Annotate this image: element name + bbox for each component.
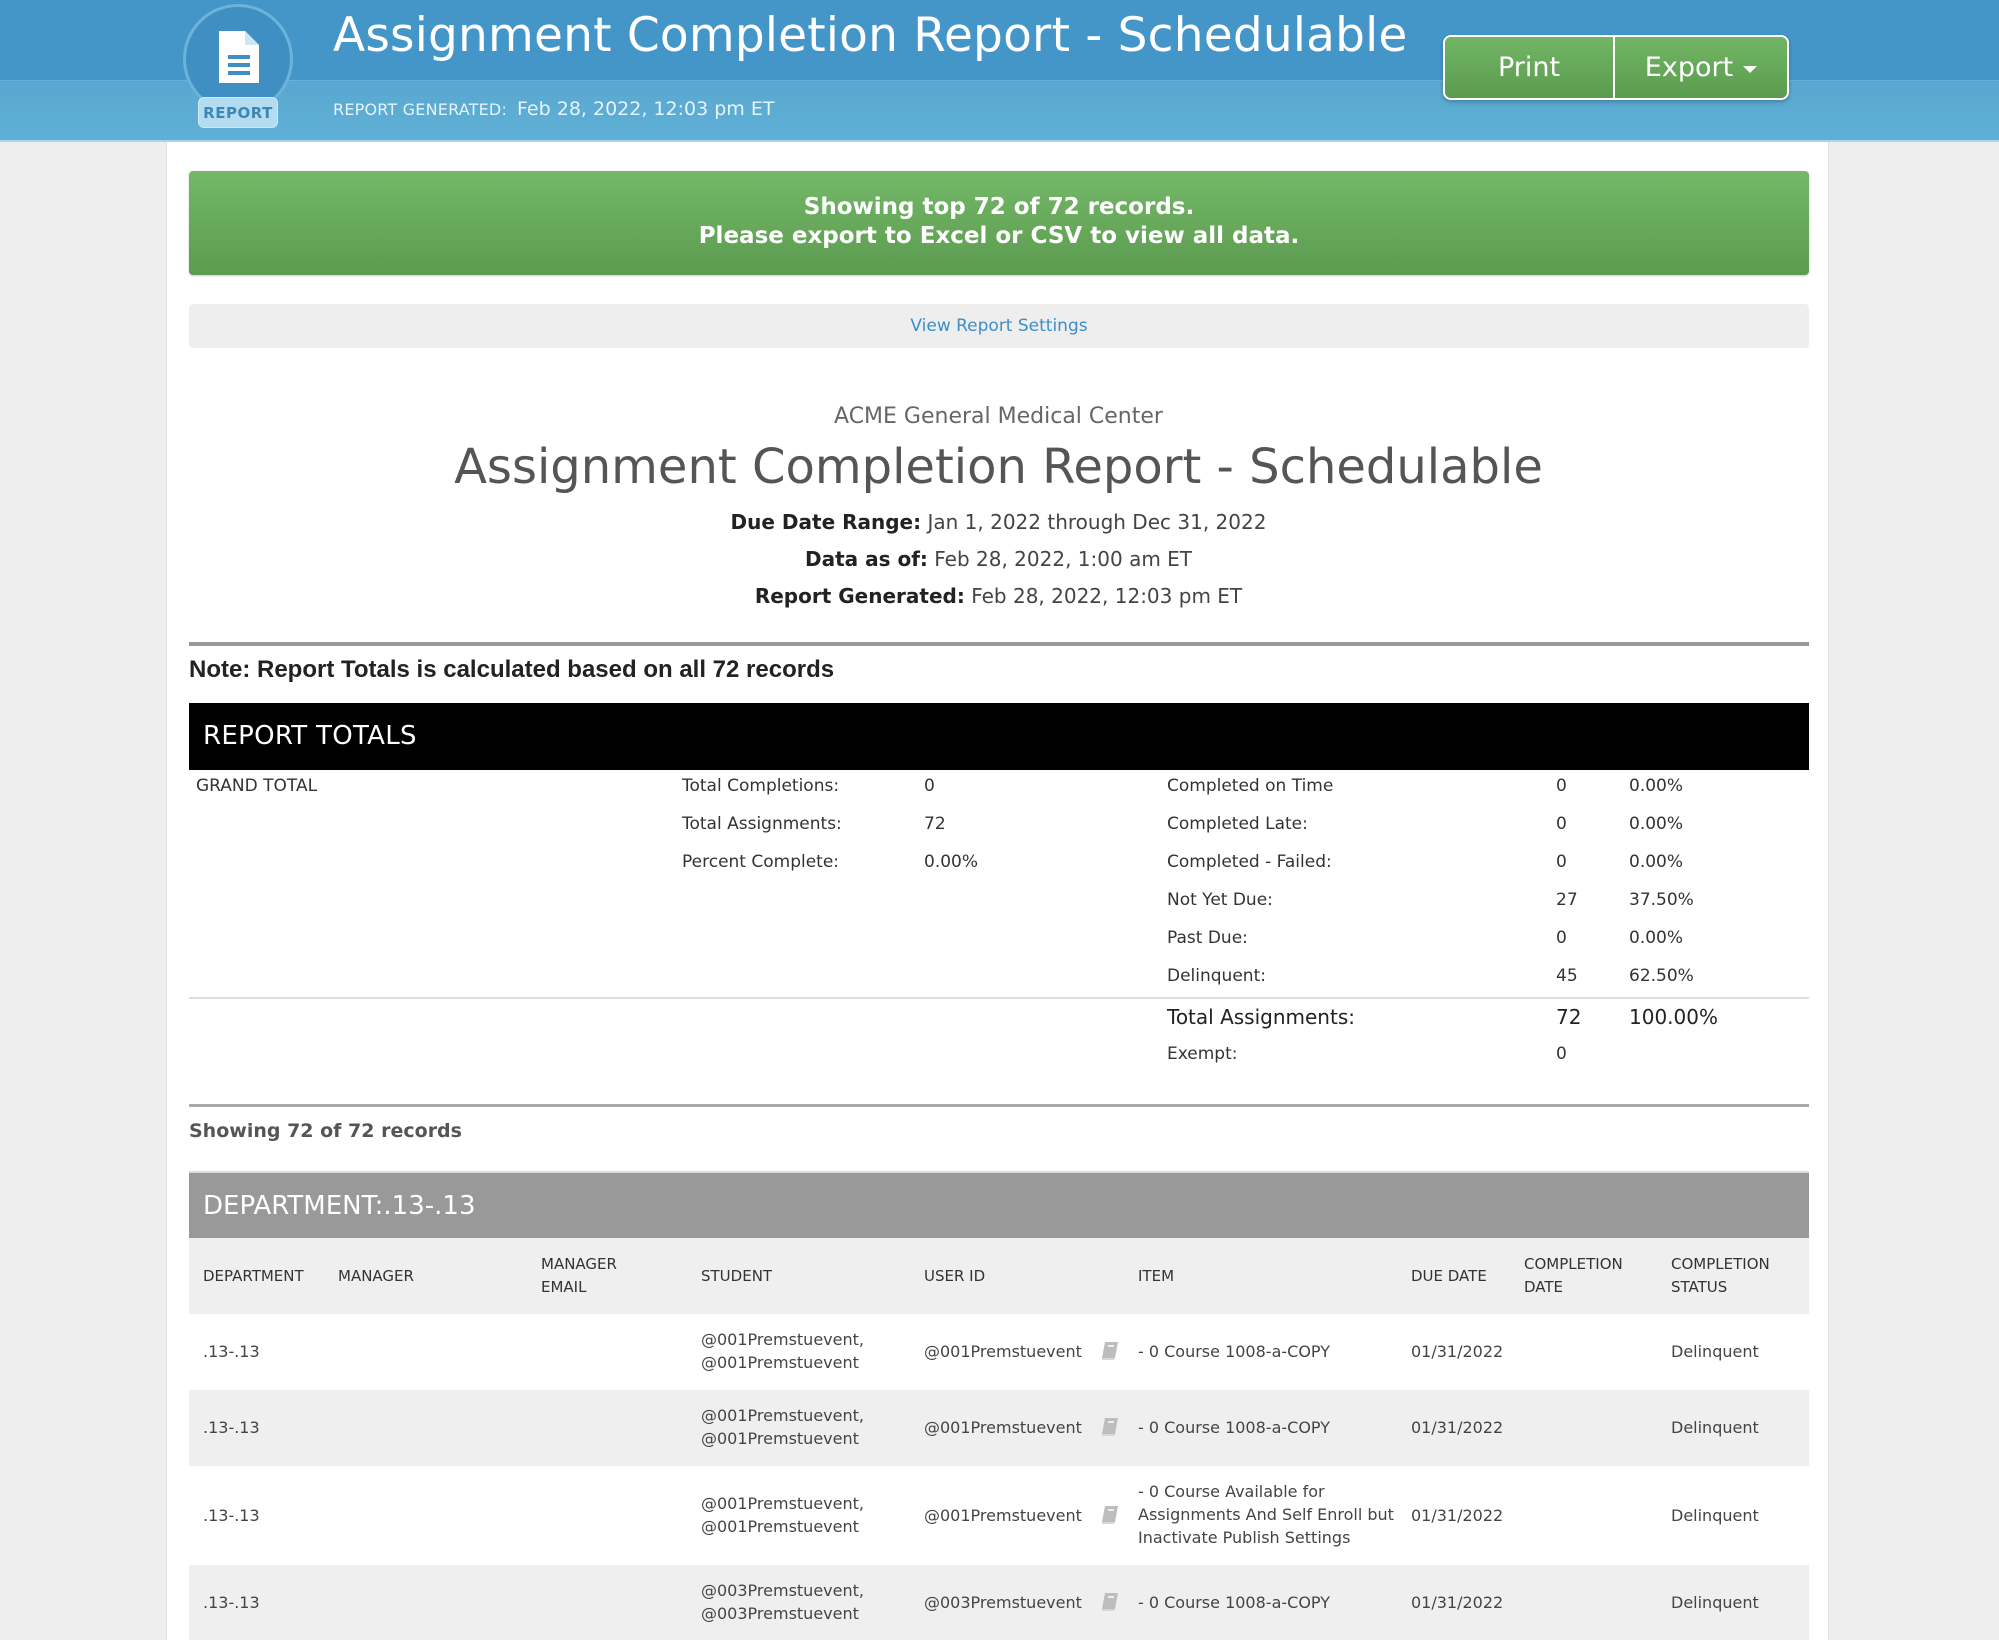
- summary-value: 72: [924, 814, 946, 834]
- cell-department: .13-.13: [203, 1418, 260, 1437]
- cell-status: Delinquent: [1671, 1593, 1759, 1612]
- breakdown-pct: 37.50%: [1629, 890, 1694, 910]
- cell-due-date: 01/31/2022: [1411, 1418, 1504, 1437]
- organization-name: ACME General Medical Center: [834, 404, 1163, 429]
- totals-divider: [189, 997, 1809, 999]
- breakdown-pct: 0.00%: [1629, 776, 1684, 796]
- breakdown-label: Not Yet Due:: [1167, 890, 1273, 910]
- breakdown-count: 0: [1556, 928, 1567, 948]
- table-row: [189, 1314, 1809, 1390]
- grand-total-label: GRAND TOTAL: [196, 776, 318, 796]
- due-date-range-label: Due Date Range:: [730, 510, 922, 534]
- cell-student: @001Premstuevent, @001Premstuevent: [701, 1494, 864, 1536]
- data-as-of-label: Data as of:: [804, 547, 928, 571]
- totals-note: Note: Report Totals is calculated based on all 72 records: [189, 656, 835, 683]
- total-assignments-label: Total Assignments:: [1167, 1005, 1355, 1029]
- breakdown-label: Past Due:: [1167, 928, 1248, 948]
- summary-label: Total Completions:: [682, 776, 840, 796]
- cell-user-id: @001Premstuevent: [924, 1342, 1082, 1361]
- report-generated-value: Feb 28, 2022, 12:03 pm ET: [517, 98, 775, 120]
- cell-item[interactable]: - 0 Course Available for Assignments And Self Enroll but Inactivate Publish Settings: [1138, 1482, 1394, 1547]
- cell-due-date: 01/31/2022: [1411, 1593, 1504, 1612]
- col-department[interactable]: DEPARTMENT: [203, 1267, 304, 1285]
- records-limit-banner: [189, 171, 1809, 275]
- print-label: Print: [1497, 52, 1561, 83]
- summary-label: Percent Complete:: [682, 852, 840, 872]
- records-count: Showing 72 of 72 records: [189, 1120, 462, 1142]
- report-totals-header: REPORT TOTALS: [189, 703, 1809, 770]
- app-header: [0, 0, 1999, 142]
- cell-user-id: @001Premstuevent: [924, 1418, 1082, 1437]
- breakdown-label: Completed Late:: [1167, 814, 1308, 834]
- cell-department: .13-.13: [203, 1506, 260, 1525]
- cell-student: @003Premstuevent, @003Premstuevent: [701, 1581, 864, 1623]
- header-report-generated: [333, 98, 774, 120]
- cell-status: Delinquent: [1671, 1342, 1759, 1361]
- breakdown-label: Completed - Failed:: [1167, 852, 1332, 872]
- breakdown-count: 0: [1556, 776, 1567, 796]
- total-assignments-pct: 100.00%: [1629, 1005, 1718, 1029]
- breakdown-label: Delinquent:: [1167, 966, 1266, 986]
- col-completion-date[interactable]: COMPLETION DATE: [1524, 1255, 1623, 1296]
- breakdown-pct: 0.00%: [1629, 928, 1684, 948]
- export-label: Export: [1644, 52, 1734, 83]
- summary-label: Total Assignments:: [682, 814, 842, 834]
- exempt-label: Exempt:: [1167, 1044, 1238, 1064]
- cell-due-date: 01/31/2022: [1411, 1506, 1504, 1525]
- breakdown-label: Completed on Time: [1167, 776, 1334, 796]
- report-badge: REPORT: [198, 97, 278, 128]
- breakdown-pct: 0.00%: [1629, 852, 1684, 872]
- breakdown-pct: 62.50%: [1629, 966, 1694, 986]
- due-date-range: [167, 510, 1830, 534]
- summary-value: 0: [924, 776, 935, 796]
- section-divider: [189, 1104, 1809, 1107]
- col-item[interactable]: ITEM: [1138, 1267, 1175, 1285]
- data-as-of-value: Feb 28, 2022, 1:00 am ET: [934, 547, 1193, 571]
- table-row: [189, 1466, 1809, 1565]
- book-icon: [1101, 1341, 1119, 1361]
- breakdown-count: 27: [1556, 890, 1578, 910]
- cell-student: @001Premstuevent, @001Premstuevent: [701, 1406, 864, 1448]
- action-button-group: [1443, 35, 1789, 100]
- cell-item[interactable]: - 0 Course 1008-a-COPY: [1138, 1593, 1330, 1612]
- cell-item[interactable]: - 0 Course 1008-a-COPY: [1138, 1342, 1330, 1361]
- report-container: [166, 142, 1829, 1640]
- department-group-header: DEPARTMENT:.13-.13: [189, 1171, 1809, 1238]
- total-assignments-count: 72: [1556, 1005, 1582, 1029]
- cell-item[interactable]: - 0 Course 1008-a-COPY: [1138, 1418, 1330, 1437]
- col-student[interactable]: STUDENT: [701, 1267, 773, 1285]
- report-generated-value: Feb 28, 2022, 12:03 pm ET: [971, 584, 1243, 608]
- cell-status: Delinquent: [1671, 1418, 1759, 1437]
- cell-department: .13-.13: [203, 1593, 260, 1612]
- book-icon: [1101, 1505, 1119, 1525]
- due-date-range-value: Jan 1, 2022 through Dec 31, 2022: [927, 510, 1267, 534]
- export-dropdown-button[interactable]: [1615, 37, 1787, 98]
- summary-value: 0.00%: [924, 852, 979, 872]
- table-header-row: [189, 1238, 1809, 1314]
- breakdown-count: 45: [1556, 966, 1578, 986]
- data-as-of: [167, 547, 1830, 571]
- view-report-settings-link[interactable]: View Report Settings: [189, 304, 1809, 348]
- header-title: Assignment Completion Report - Schedulable: [333, 8, 1408, 63]
- cell-department: .13-.13: [203, 1342, 260, 1361]
- breakdown-count: 0: [1556, 814, 1567, 834]
- cell-user-id: @001Premstuevent: [924, 1506, 1082, 1525]
- caret-down-icon: [1743, 66, 1757, 73]
- report-generated-label: Report Generated:: [754, 584, 965, 608]
- table-row: [189, 1565, 1809, 1640]
- print-button[interactable]: [1445, 37, 1615, 98]
- banner-line-2: Please export to Excel or CSV to view all data.: [698, 223, 1300, 249]
- breakdown-pct: 0.00%: [1629, 814, 1684, 834]
- col-completion-status[interactable]: COMPLETION STATUS: [1671, 1255, 1770, 1296]
- col-due-date[interactable]: DUE DATE: [1411, 1267, 1487, 1285]
- report-generated-label: REPORT GENERATED:: [333, 100, 508, 119]
- table-row: [189, 1390, 1809, 1466]
- cell-status: Delinquent: [1671, 1506, 1759, 1525]
- breakdown-count: 0: [1556, 852, 1567, 872]
- col-manager[interactable]: MANAGER: [338, 1267, 414, 1285]
- col-user-id[interactable]: USER ID: [924, 1267, 986, 1285]
- cell-due-date: 01/31/2022: [1411, 1342, 1504, 1361]
- exempt-count: 0: [1556, 1044, 1567, 1064]
- banner-line-1: Showing top 72 of 72 records.: [803, 194, 1195, 220]
- col-manager-email[interactable]: MANAGER EMAIL: [541, 1255, 617, 1296]
- report-title: Assignment Completion Report - Schedulable: [454, 439, 1543, 495]
- book-icon: [1101, 1592, 1119, 1612]
- cell-user-id: @003Premstuevent: [924, 1593, 1082, 1612]
- book-icon: [1101, 1417, 1119, 1437]
- cell-student: @001Premstuevent, @001Premstuevent: [701, 1330, 864, 1372]
- report-generated: [167, 584, 1830, 608]
- document-icon: [217, 29, 261, 85]
- section-divider: [189, 642, 1809, 646]
